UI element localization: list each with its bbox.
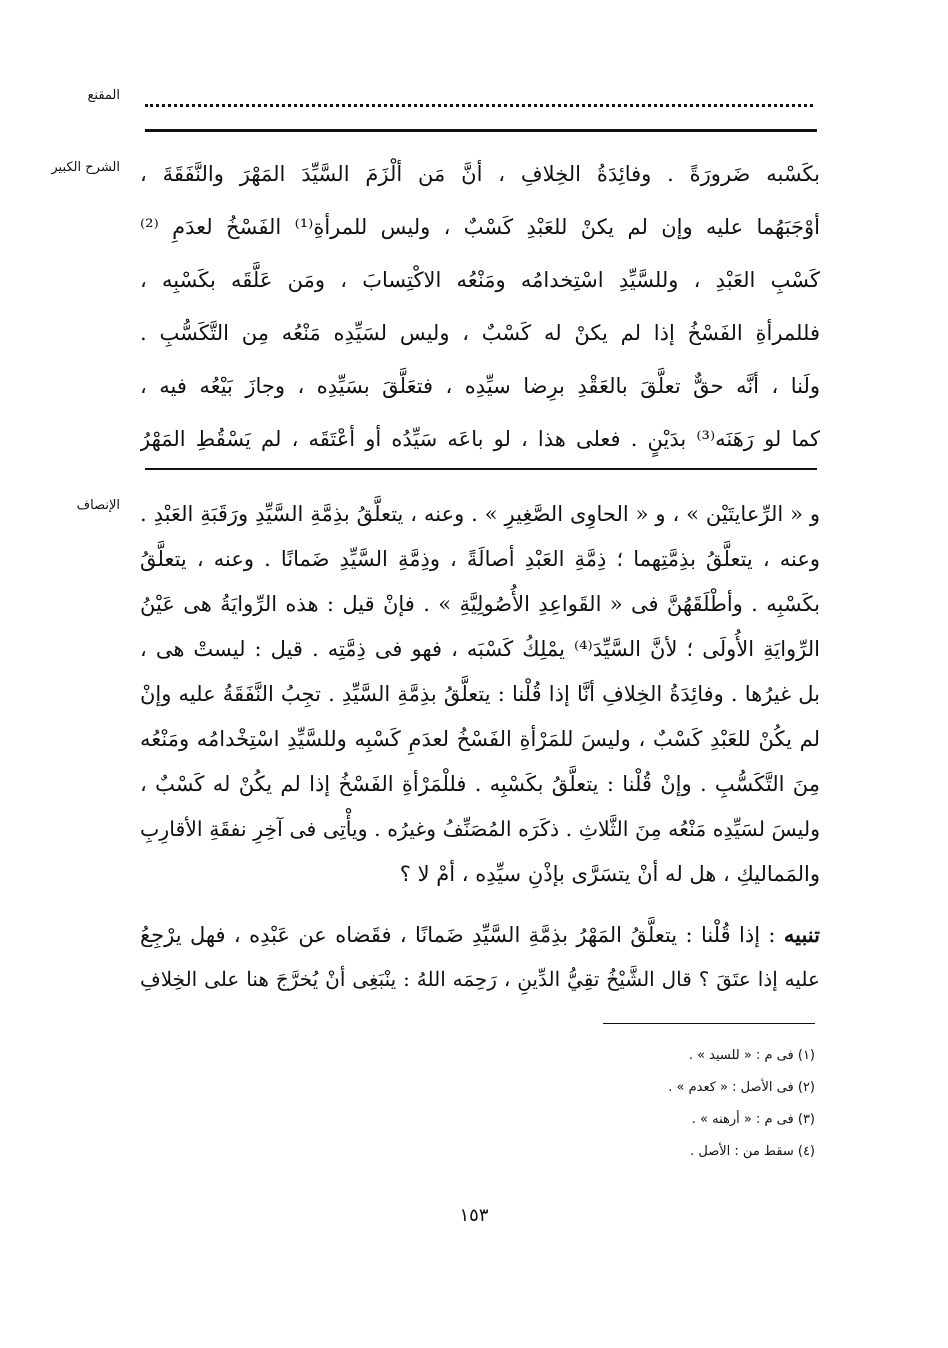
- text-line: الرِّوايَةِ الأُولَى ؛ لأنَّ السَّيِّدَ⁽⁴⁾ يمْلِكُ كَسْبَه ، فهو فى ذِمَّتِه . قيل : ليستْ هى ،: [140, 637, 820, 661]
- text-line: عليه إذا عتَقَ ؟ قال الشَّيْخُ تقِيُّ الدِّينِ ، رَحِمَه اللهُ : ينْبَغِى أنْ يُخرَّجَ هنا على الخِلافِ: [140, 967, 820, 991]
- text-line: وعنه ، يتعلَّقُ بذِمَّتِهما ؛ ذِمَّةِ العَبْدِ أصالَةً ، وذِمَّةِ السَّيِّدِ ضَمانًا . وعنه ، يتعلَّقُ: [140, 547, 820, 571]
- tanbih-block: [140, 912, 820, 1002]
- footnote: (٢) فى الأصل : « كعدم » .: [668, 1080, 815, 1095]
- insaf-text-block: [140, 492, 820, 897]
- dotted-separator: [145, 90, 813, 107]
- footnote: (١) فى م : « للسيد » .: [688, 1048, 815, 1063]
- text-line: كما لو رَهَنَه⁽³⁾ بدَيْنٍ . فعلى هذا ، لو باعَه سَيِّدُه أو أعْتَقَه ، لم يَسْقُطِ المَهْرُ: [140, 427, 820, 451]
- text-line: وليسَ لسَيِّدِه مَنْعُه مِنَ الثَّلاثِ . ذكَرَه المُصَنِّفُ وغيرُه . ويأْتِى فى آخِرِ نفقَةِ الأقارِبِ: [140, 817, 820, 841]
- tanbih-lead: تنبيه: [783, 922, 820, 947]
- footnote: (٣) فى م : « أرهنه » .: [691, 1112, 815, 1127]
- text-line: بكَسْبِه . وأطْلَقَهُنَّ فى « القَواعِدِ الأُصُولِيَّةِ » . فإنْ قيل : هذه الرِّوايَةُ هى عَيْنُ: [140, 592, 820, 616]
- text-line: بل غيرُها . وفائِدَةُ الخِلافِ أنَّا إذا قُلْنا : يتعلَّقُ بذِمَّةِ السَّيِّدِ . تجِبُ النَّفَقَةُ عليه وإنْ: [140, 682, 820, 706]
- header-rule: [145, 129, 817, 132]
- text-line: لم يكُنْ للعَبْدِ كَسْبٌ ، وليسَ للمَرْأةِ الفَسْخُ لعدَمِ كَسْبِه وللسَّيِّدِ اسْتِخْدامُه ومَنْعُه: [140, 727, 820, 751]
- text-line: كَسْبِ العَبْدِ ، وللسَّيِّدِ اسْتِخدامُه ومَنْعُه الاكْتِسابَ ، ومَن عَلَّقَه بكَسْبِه ،: [140, 268, 820, 292]
- text-line: مِنَ التَّكَسُّبِ . وإنْ قُلْنا : يتعلَّقُ بكَسْبِه . فللْمَرْأةِ الفَسْخُ إذا لم يكُنْ له كَسْبٌ ،: [140, 772, 820, 796]
- text-line: أوْجَبَهُما عليه وإن لم يكنْ للعَبْدِ كَسْبٌ ، وليس للمرأةِ⁽¹⁾ الفَسْخُ لعدَمِ ⁽²⁾: [140, 215, 820, 239]
- sharh-text-block: [140, 148, 820, 466]
- tanbih-line: [140, 912, 820, 957]
- section-divider: [145, 468, 817, 470]
- text-line: والمَماليكِ ، هل له أنْ يتسَرَّى بإذْنِ سيِّدِه ، أمْ لا ؟: [399, 862, 820, 886]
- header-title: المقنع: [87, 88, 120, 103]
- text-fragment: : إذا قُلْنا : يتعلَّقُ المَهْرُ بذِمَّةِ السَّيِّدِ ضَمانًا ، فقَضاه عن عَبْدِه ، فهل يرْجِعُ: [140, 923, 776, 947]
- text-line: بكَسْبه ضَرورَةً . وفائِدَةُ الخِلافِ ، أنَّ مَن ألْزَمَ السَّيِّدَ المَهْرَ والنَّفَقَةَ ،: [140, 162, 820, 186]
- text-line: فللمرأةِ الفَسْخُ إذا لم يكنْ له كَسْبٌ ، وليس لسَيِّدِه مَنْعُه مِن التَّكَسُّبِ .: [140, 321, 820, 345]
- page-number: ١٥٣: [459, 1205, 489, 1226]
- footnote: (٤) سقط من : الأصل .: [690, 1144, 815, 1159]
- text-line: و « الرِّعايتَيْن » ، و « الحاوِى الصَّغِيرِ » . وعنه ، يتعلَّقُ بذِمَّةِ السَّيِّدِ ورَقَبَةِ العَبْدِ .: [140, 502, 820, 526]
- section-label-sharh: الشرح الكبير: [51, 160, 120, 175]
- footnotes: [500, 1040, 815, 1168]
- section-label-insaf: الإنصاف: [76, 498, 120, 513]
- text-line: ولَنا ، أنَّه حقٌّ تعلَّقَ بالعَقْدِ برِضا سيِّدِه ، فتعَلَّقَ بسَيِّدِه ، وجازَ بَيْعُه فيه ،: [140, 374, 820, 398]
- footnote-rule: [603, 1023, 815, 1024]
